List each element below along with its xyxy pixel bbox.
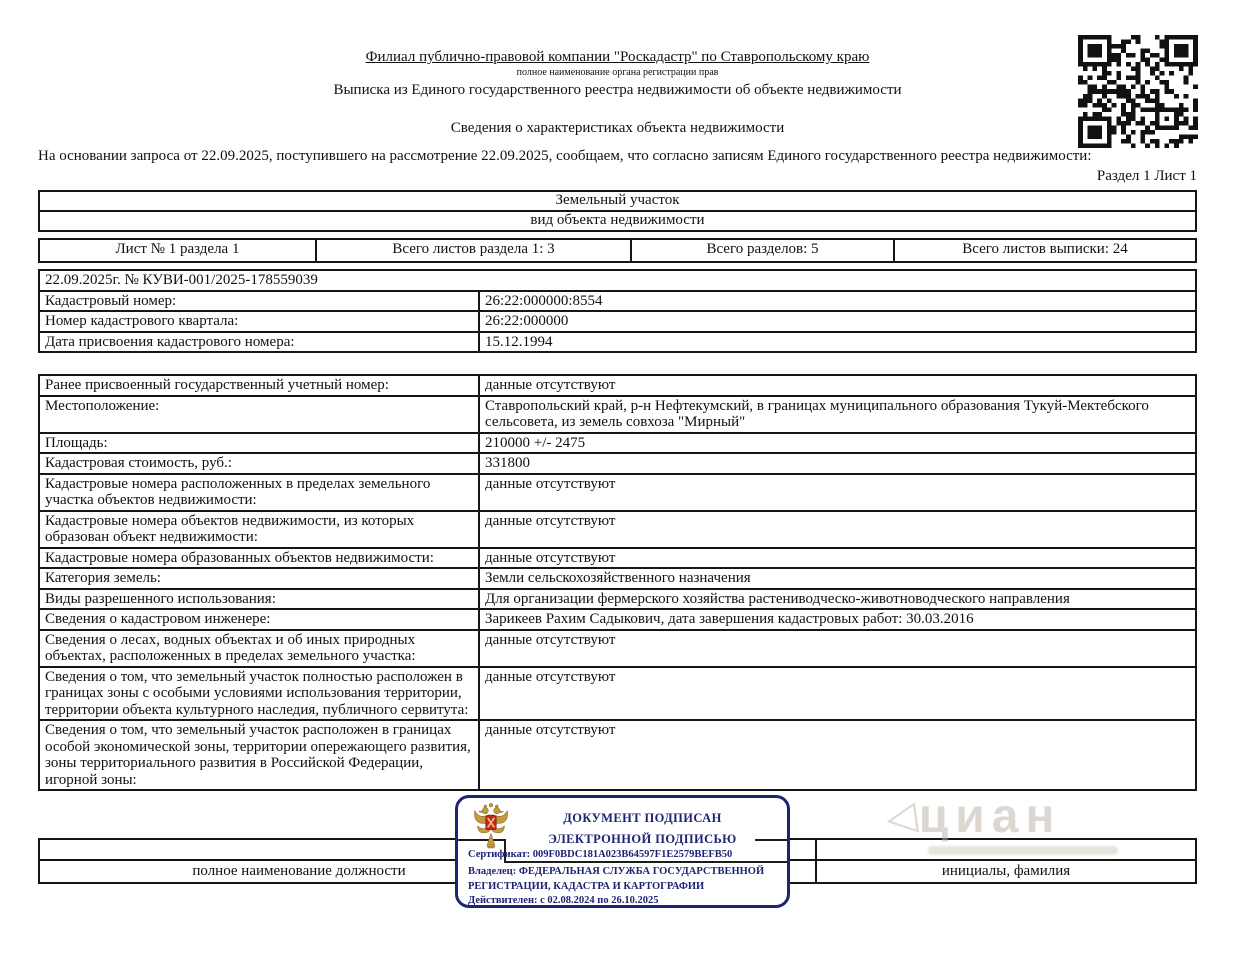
stamp-validity: Действителен: с 02.08.2024 по 26.10.2025 <box>468 895 659 906</box>
object-details-table <box>38 374 1197 791</box>
row-label: Номер кадастрового квартала: <box>39 311 479 332</box>
watermark-text: циан <box>918 790 1062 843</box>
document-title: Выписка из Единого государственного реестра недвижимости об объекте недвижимости <box>333 82 902 98</box>
document-body <box>38 0 1197 791</box>
row-value: данные отсутствуют <box>479 667 1196 721</box>
row-value: 210000 +/- 2475 <box>479 433 1196 454</box>
extract-sheets-total-cell: Всего листов выписки: 24 <box>894 239 1196 262</box>
cian-watermark <box>883 790 1118 855</box>
stamp-owner-line1: Владелец: ФЕДЕРАЛЬНАЯ СЛУЖБА ГОСУДАРСТВЕННОЙ <box>468 866 765 877</box>
row-label: Категория земель: <box>39 568 479 589</box>
row-label: Сведения о том, что земельный участок расположен в границах особой экономической зоны, территории опережающего развития, зоны территориального развития в Российской Федерации, игорной зоны: <box>39 720 479 790</box>
stamp-title-line1: ДОКУМЕНТ ПОДПИСАН <box>563 811 722 825</box>
row-value: данные отсутствуют <box>479 375 1196 396</box>
section-sheet-label: Раздел 1 Лист 1 <box>1096 168 1197 184</box>
row-value: Земли сельскохозяйственного назначения <box>479 568 1196 589</box>
row-label: Кадастровые номера расположенных в пределах земельного участка объектов недвижимости: <box>39 474 479 511</box>
row-value: 26:22:000000:8554 <box>479 291 1196 312</box>
position-name-label: полное наименование должности <box>39 860 559 883</box>
row-value: данные отсутствуют <box>479 630 1196 667</box>
row-value: Ставропольский край, р-н Нефтекумский, в границах муниципального образования Тукуй-Мектебского сельсовета, из земель совхоза "Мирный" <box>479 396 1196 433</box>
request-number: 22.09.2025г. № КУВИ-001/2025-178559039 <box>39 270 1196 291</box>
cadastral-id-table <box>38 269 1197 353</box>
row-value: данные отсутствуют <box>479 548 1196 569</box>
sheet-number-cell: Лист № 1 раздела 1 <box>39 239 316 262</box>
watermark-subtext-blur <box>928 846 1118 855</box>
object-type-value: Земельный участок <box>39 191 1196 211</box>
stamp-title-line2: ЭЛЕКТРОННОЙ ПОДПИСЬЮ <box>548 832 737 846</box>
stamp-owner-line2: РЕГИСТРАЦИИ, КАДАСТРА И КАРТОГРАФИИ <box>468 881 705 892</box>
row-value: данные отсутствуют <box>479 720 1196 790</box>
row-value: Для организации фермерского хозяйства растениводческо-животноводческого направления <box>479 589 1196 610</box>
row-label: Кадастровые номера объектов недвижимости, из которых образован объект недвижимости: <box>39 511 479 548</box>
row-label: Местоположение: <box>39 396 479 433</box>
registration-authority-name: Филиал публично-правовой компании "Роскадастр" по Ставропольскому краю <box>365 49 870 65</box>
request-basis-line: На основании запроса от 22.09.2025, поступившего на рассмотрение 22.09.2025, сообщаем, что согласно записям Единого государственного реестра недвижимости: <box>38 148 1092 164</box>
row-label: Кадастровая стоимость, руб.: <box>39 453 479 474</box>
object-type-table <box>38 190 1197 232</box>
cian-logo-icon: ◁ <box>883 793 920 841</box>
digital-signature-stamp <box>455 795 790 908</box>
row-value: данные отсутствуют <box>479 474 1196 511</box>
row-label: Виды разрешенного использования: <box>39 589 479 610</box>
row-value: Зарикеев Рахим Садыкович, дата завершения кадастровых работ: 30.03.2016 <box>479 609 1196 630</box>
row-value: 15.12.1994 <box>479 332 1196 353</box>
section-sheets-total-cell: Всего листов раздела 1: 3 <box>316 239 631 262</box>
scan-line-artifact <box>504 861 787 863</box>
row-value: данные отсутствуют <box>479 511 1196 548</box>
row-label: Площадь: <box>39 433 479 454</box>
object-type-caption: вид объекта недвижимости <box>39 211 1196 231</box>
stamp-certificate: Сертификат: 009F0BDC181A023B64597F1E2579BEFB50 <box>468 849 733 860</box>
row-label: Сведения о том, что земельный участок полностью расположен в границах зоны с особыми условиями использования территории, территории объекта культурного наследия, публичного сервитута: <box>39 667 479 721</box>
section-title: Сведения о характеристиках объекта недвижимости <box>450 120 785 136</box>
authority-caption: полное наименование органа регистрации прав <box>516 67 719 78</box>
row-label: Ранее присвоенный государственный учетный номер: <box>39 375 479 396</box>
row-label: Сведения о кадастровом инженере: <box>39 609 479 630</box>
sheet-info-table <box>38 238 1197 263</box>
row-label: Дата присвоения кадастрового номера: <box>39 332 479 353</box>
row-label: Сведения о лесах, водных объектах и об иных природных объектах, расположенных в пределах земельного участка: <box>39 630 479 667</box>
row-value: 26:22:000000 <box>479 311 1196 332</box>
row-label: Кадастровые номера образованных объектов недвижимости: <box>39 548 479 569</box>
sections-total-cell: Всего разделов: 5 <box>631 239 894 262</box>
row-value: 331800 <box>479 453 1196 474</box>
row-label: Кадастровый номер: <box>39 291 479 312</box>
initials-surname-label: инициалы, фамилия <box>816 860 1196 883</box>
qr-code-icon <box>1078 35 1198 148</box>
